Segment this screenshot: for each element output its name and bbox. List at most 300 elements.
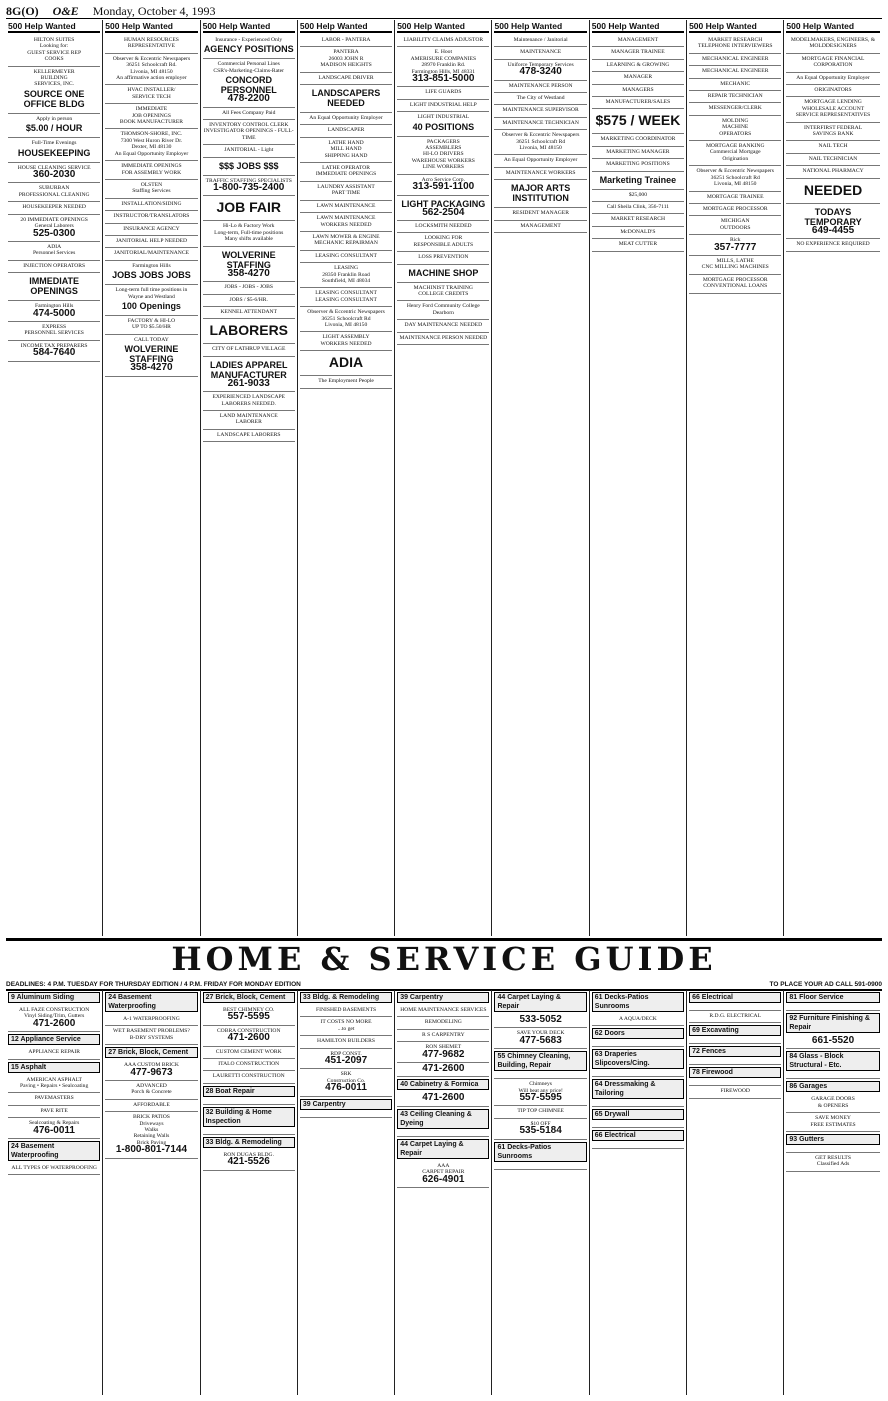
classified-ad bbox=[300, 332, 392, 351]
ad-line: KELLERMEYER bbox=[33, 68, 75, 75]
ad-line: CONVENTIONAL LOANS bbox=[703, 283, 768, 290]
classified-ad bbox=[105, 54, 197, 86]
service-ad bbox=[8, 1075, 100, 1094]
ad-headline: TODAYS TEMPORARY bbox=[804, 206, 862, 227]
ad-line: LAWN MOWER & ENGINE bbox=[312, 233, 380, 240]
service-line: GET RESULTS bbox=[815, 1155, 851, 1162]
ad-line: ADIA bbox=[47, 243, 62, 250]
classified-ad bbox=[689, 91, 781, 103]
ad-line: An Equal Opportunity Employer bbox=[114, 150, 189, 157]
service-phone: 535-5184 bbox=[519, 1125, 562, 1137]
service-line: HOME MAINTENANCE SERVICES bbox=[400, 1007, 487, 1013]
ad-line: MORTGAGE LENDING bbox=[804, 99, 862, 106]
ad-line: FACTORY & HI-LO bbox=[127, 317, 176, 324]
ad-line: Henry Ford Community College bbox=[406, 303, 480, 310]
classified-ad bbox=[203, 221, 295, 246]
ad-line: INSTALLATION/SIDING bbox=[121, 200, 182, 207]
classified-ad bbox=[397, 333, 489, 345]
classified-ad bbox=[300, 35, 392, 47]
ad-line: CSR's-Marketing-Claims-Rater bbox=[213, 67, 285, 74]
ad-phone: 358-4270 bbox=[130, 362, 173, 374]
classified-ad bbox=[105, 316, 197, 335]
ad-line: LAND MAINTENANCE bbox=[219, 412, 278, 419]
service-line: AFFORDABLE bbox=[133, 1101, 170, 1108]
classified-ad bbox=[105, 224, 197, 236]
classified-ad bbox=[105, 85, 197, 104]
service-ad bbox=[592, 1041, 684, 1047]
classified-ad bbox=[689, 54, 781, 66]
ad-line: SUBURBAN bbox=[38, 185, 70, 192]
classified-ad bbox=[203, 176, 295, 197]
classified-ad bbox=[105, 211, 197, 223]
column-header: 500 Help Wanted bbox=[786, 21, 879, 33]
ad-line: LEASING CONSULTANT bbox=[315, 252, 377, 259]
service-line: SAVE MONEY bbox=[815, 1115, 851, 1122]
ad-line: MECHANIC bbox=[720, 80, 751, 87]
service-line: RDP CONST. bbox=[330, 1050, 362, 1057]
service-ad bbox=[786, 1005, 879, 1011]
ad-line: MARKETING COORDINATOR bbox=[600, 136, 676, 143]
classified-ad bbox=[203, 344, 295, 356]
classified-ad bbox=[689, 103, 781, 115]
classified-ad bbox=[689, 35, 781, 54]
classified-ad bbox=[689, 216, 781, 235]
ad-line: An affirmative action employer bbox=[116, 75, 187, 82]
ad-line: LIGHT ASSEMBLY bbox=[322, 334, 370, 341]
ad-line: FOR ASSEMBLY WORK bbox=[121, 169, 182, 176]
ad-line: HOUSE CLEANING SERVICE bbox=[17, 164, 91, 171]
service-line: A-1 WATERPROOFING bbox=[123, 1016, 180, 1022]
ad-line: CALL TODAY bbox=[134, 336, 169, 343]
ad-line: An Equal Opportunity Employer bbox=[309, 115, 383, 122]
ad-line: EXPERIENCED LANDSCAPE bbox=[212, 394, 286, 401]
service-line: A AQUA/DECK bbox=[619, 1016, 657, 1022]
ad-line: Observer & Eccentric Newspapers bbox=[501, 132, 580, 139]
ad-line: LIABILITY CLAIMS ADJUSTOR bbox=[403, 37, 484, 43]
classified-ad bbox=[397, 175, 489, 196]
classified-ad bbox=[8, 341, 100, 362]
classified-ad bbox=[203, 145, 295, 157]
service-category: 44 Carpet Laying & Repair bbox=[397, 1139, 489, 1159]
service-ad bbox=[105, 1100, 197, 1112]
service-ad bbox=[397, 1017, 489, 1029]
ad-phone: 478-2200 bbox=[227, 93, 270, 105]
service-category: 15 Asphalt bbox=[8, 1062, 100, 1073]
classified-ad bbox=[300, 213, 392, 232]
ad-line: MESSENGER/CLERK bbox=[708, 105, 762, 112]
service-ad bbox=[203, 1059, 295, 1071]
ad-line: 36251 Schoolcraft Rd. bbox=[126, 62, 177, 69]
service-phone: 471-2600 bbox=[422, 1092, 465, 1104]
classified-ad bbox=[300, 232, 392, 251]
ad-line: OUTDOORS bbox=[719, 224, 751, 231]
ad-line: 20 IMMEDIATE OPENINGS bbox=[20, 216, 88, 223]
ad-line: PROFESSIONAL CLEANING bbox=[18, 191, 90, 198]
help-wanted-column bbox=[6, 20, 103, 936]
ad-line: General Laborers bbox=[34, 223, 74, 230]
service-category: 62 Doors bbox=[592, 1028, 684, 1039]
classified-ad bbox=[397, 283, 489, 302]
service-ad bbox=[8, 1106, 100, 1118]
classified-ad bbox=[300, 182, 392, 201]
classified-ad bbox=[8, 183, 100, 202]
classified-ad bbox=[786, 179, 879, 204]
classified-ad bbox=[494, 168, 586, 180]
ad-headline: Marketing Trainee bbox=[599, 174, 677, 185]
ad-phone: 474-5000 bbox=[33, 307, 76, 319]
service-line: Sealcoating & Repairs bbox=[28, 1120, 80, 1127]
classified-ad bbox=[592, 202, 684, 214]
ad-line: MECHANICAL ENGINEER bbox=[702, 68, 769, 75]
ad-line: Long-term full time positions in bbox=[115, 287, 188, 294]
ad-line: INVENTORY CONTROL CLERK bbox=[209, 122, 289, 129]
service-ad bbox=[105, 1014, 197, 1026]
ad-line: Livonia, MI 48150 bbox=[714, 181, 757, 188]
service-line: AAA CUSTOM BRICK bbox=[123, 1062, 179, 1069]
service-line: WET BASEMENT PROBLEMS? bbox=[113, 1028, 190, 1035]
classified-ad bbox=[105, 335, 197, 377]
classified-ad bbox=[105, 261, 197, 285]
service-phone: 557-5595 bbox=[227, 1011, 270, 1023]
service-ad bbox=[203, 1005, 295, 1026]
ad-line: MORTGAGE TRAINEE bbox=[706, 193, 764, 200]
service-phone: 421-5526 bbox=[227, 1156, 270, 1168]
ad-line: HI-LO DRIVERS bbox=[423, 151, 464, 158]
ad-line: Observer & Eccentric Newspapers bbox=[696, 168, 774, 175]
column-header: 500 Help Wanted bbox=[300, 21, 392, 33]
ad-line: INSURANCE AGENCY bbox=[123, 225, 180, 232]
service-phone: 626-4901 bbox=[422, 1173, 465, 1185]
classified-ad bbox=[203, 108, 295, 120]
service-line: Paving • Repairs • Sealcoating bbox=[20, 1083, 89, 1090]
service-ad bbox=[689, 1011, 781, 1023]
ad-headline: JOB FAIR bbox=[216, 199, 282, 216]
classified-ad bbox=[203, 59, 295, 107]
classified-ad bbox=[494, 208, 586, 220]
ad-line: MORTGAGE PROCESSOR bbox=[702, 205, 768, 212]
classified-ad bbox=[592, 72, 684, 84]
ad-line: IMMEDIATE bbox=[135, 106, 168, 113]
service-phone: 477-9673 bbox=[130, 1066, 173, 1078]
service-ad bbox=[300, 1069, 392, 1096]
ad-line: LOSS PREVENTION bbox=[418, 254, 469, 261]
help-wanted-column bbox=[590, 20, 687, 936]
publication-name: O&E bbox=[52, 3, 79, 18]
service-ad bbox=[300, 1017, 392, 1036]
ad-line: OPERATORS bbox=[719, 130, 752, 137]
classified-ad bbox=[105, 285, 197, 316]
ad-line: 28350 Franklin Road bbox=[322, 271, 370, 278]
service-ad bbox=[203, 1099, 295, 1105]
ad-line: HVAC INSTALLER/ bbox=[127, 87, 176, 94]
classified-ad bbox=[494, 35, 586, 47]
ad-line: Acro Service Corp. bbox=[421, 176, 465, 183]
ad-headline: MACHINE SHOP bbox=[408, 267, 479, 278]
classified-ad bbox=[592, 35, 684, 47]
ad-line: RESIDENT MANAGER bbox=[512, 210, 569, 217]
ad-line: Observer & Eccentric Newspapers bbox=[307, 309, 385, 316]
service-ad bbox=[689, 1038, 781, 1044]
classified-ad bbox=[300, 138, 392, 163]
column-header: 500 Help Wanted bbox=[397, 21, 489, 33]
ad-headline: SOURCE ONE OFFICE BLDG bbox=[23, 88, 85, 109]
ad-line: LABOR - PANTERA bbox=[321, 37, 371, 43]
classified-ad bbox=[8, 114, 100, 138]
classified-ad bbox=[105, 248, 197, 260]
service-ad bbox=[105, 1081, 197, 1100]
help-wanted-grid bbox=[6, 20, 882, 936]
ad-headline: NEEDED bbox=[803, 181, 863, 198]
ad-line: ASSEMBLERS bbox=[425, 145, 462, 152]
service-category: 43 Ceiling Cleaning & Dyeing bbox=[397, 1109, 489, 1129]
ad-line: MICHIGAN bbox=[720, 218, 750, 225]
ad-line: JOBS - JOBS - JOBS bbox=[224, 284, 273, 291]
ad-line: Livonia, MI 48150 bbox=[324, 321, 368, 328]
classified-ad bbox=[786, 123, 879, 142]
ad-line: The Employment People bbox=[318, 378, 374, 385]
service-category: 92 Furniture Finishing & Repair bbox=[786, 1013, 879, 1033]
service-ad bbox=[203, 1150, 295, 1171]
ad-phone: 360-2030 bbox=[33, 169, 76, 181]
service-ad bbox=[786, 1113, 879, 1132]
service-line: SAVE YOUR DECK bbox=[516, 1030, 565, 1037]
help-wanted-column bbox=[687, 20, 784, 936]
service-ad bbox=[300, 1049, 392, 1070]
classified-ad bbox=[8, 242, 100, 261]
classified-ad bbox=[592, 147, 684, 159]
help-wanted-column bbox=[492, 20, 589, 936]
ad-line: NAIL TECH bbox=[818, 143, 848, 150]
classified-ad bbox=[592, 97, 684, 109]
ad-line: CITY OF LATHRUP VILLAGE bbox=[212, 346, 286, 353]
ad-line: LANDSCAPE LABORERS bbox=[216, 431, 281, 438]
ad-line: Apply in person bbox=[36, 115, 73, 122]
ad-line: WHOLESALE ACCOUNT bbox=[801, 105, 865, 112]
service-ad bbox=[592, 1014, 684, 1026]
classified-ad bbox=[300, 351, 392, 376]
service-ad bbox=[8, 1118, 100, 1139]
service-ad bbox=[8, 1047, 100, 1059]
ad-line: THOMSON-SHORE, INC. bbox=[120, 131, 183, 138]
classified-ad bbox=[397, 320, 489, 332]
service-category: 33 Bldg. & Remodeling bbox=[203, 1137, 295, 1148]
ad-line: Insurance - Experienced Only bbox=[215, 37, 283, 43]
service-category: 9 Aluminum Siding bbox=[8, 992, 100, 1003]
ad-line: MORTGAGE PROCESSOR bbox=[702, 276, 768, 283]
classified-ad bbox=[397, 196, 489, 221]
ad-line: SHIPPING HAND bbox=[324, 152, 368, 159]
service-line: RON SHEMET bbox=[425, 1044, 462, 1051]
classified-ad bbox=[689, 79, 781, 91]
service-category: 61 Decks-Patios Sunrooms bbox=[494, 1142, 586, 1162]
ad-line: CNC MILLING MACHINES bbox=[701, 264, 769, 271]
ad-phone: 313-591-1100 bbox=[412, 181, 475, 193]
ad-line: COLLEGE CREDITS bbox=[418, 290, 469, 297]
service-phone: 471-2600 bbox=[33, 1017, 76, 1029]
classified-ad bbox=[689, 235, 781, 256]
service-ad bbox=[300, 1112, 392, 1118]
service-line: LAURETTI CONSTRUCTION bbox=[212, 1073, 285, 1080]
classified-ad bbox=[397, 87, 489, 99]
ad-line: Dearborn bbox=[432, 309, 454, 316]
ad-line: WORKERS NEEDED bbox=[320, 221, 372, 228]
ad-line: COOKS bbox=[44, 56, 64, 63]
ad-line: HUMAN RESOURCES bbox=[124, 37, 179, 43]
classified-ad bbox=[203, 295, 295, 307]
service-phone: 451-2097 bbox=[324, 1055, 368, 1067]
service-column bbox=[590, 990, 687, 1395]
classified-ad bbox=[397, 221, 489, 233]
ad-line: LAWN MAINTENANCE bbox=[316, 215, 376, 222]
ad-line: MEAT CUTTER bbox=[618, 241, 658, 248]
service-line: PAVE RITE bbox=[40, 1107, 68, 1114]
ad-line: 36251 Schoolcraft Rd bbox=[321, 315, 371, 322]
ad-headline: LABORERS bbox=[209, 322, 289, 339]
classified-ad bbox=[105, 104, 197, 129]
service-line: Brick Paving bbox=[136, 1139, 167, 1146]
service-category: 28 Boat Repair bbox=[203, 1086, 295, 1097]
ad-line: Farmington Hills bbox=[34, 303, 74, 310]
service-column bbox=[492, 990, 589, 1395]
service-ad bbox=[494, 1106, 586, 1118]
classified-ad bbox=[689, 256, 781, 275]
ad-line: MORTGAGE FINANCIAL CORPORATION bbox=[801, 55, 865, 69]
ad-line: JOB OPENINGS bbox=[131, 112, 171, 119]
ad-line: Origination bbox=[722, 155, 749, 162]
ad-line: Rick bbox=[729, 237, 741, 244]
service-ad bbox=[786, 1094, 879, 1113]
ad-line: JANITORIAL HELP NEEDED bbox=[115, 237, 188, 244]
ad-line: All Fees Company Paid bbox=[222, 109, 276, 116]
ad-line: MANAGER bbox=[623, 74, 653, 81]
service-ad bbox=[494, 1028, 586, 1049]
classified-ad bbox=[300, 376, 392, 388]
service-line: Vinyl Siding/Trim, Gutters bbox=[24, 1013, 85, 1020]
classified-ad bbox=[397, 35, 489, 47]
service-category: 66 Electrical bbox=[689, 992, 781, 1003]
ad-line: LEASING CONSULTANT bbox=[315, 290, 377, 297]
ad-headline: $575 / WEEK bbox=[595, 112, 681, 129]
classified-ad bbox=[8, 163, 100, 184]
ad-line: MANAGERS bbox=[622, 86, 654, 93]
ad-line: PERSONNEL SERVICES bbox=[24, 330, 84, 337]
service-line: RON DUGAS BLDG. bbox=[223, 1151, 274, 1158]
help-wanted-column bbox=[395, 20, 492, 936]
ad-line: OLSTEN bbox=[140, 181, 163, 188]
classified-ad bbox=[494, 221, 586, 233]
ad-line: LAUNDRY ASSISTANT bbox=[317, 183, 375, 190]
classified-ad bbox=[203, 282, 295, 294]
classified-ad bbox=[786, 54, 879, 73]
ad-headline: AGENCY POSITIONS bbox=[203, 44, 294, 55]
classified-ad bbox=[494, 93, 586, 105]
ad-line: SERVICE REPRESENTATIVES bbox=[795, 112, 871, 119]
service-category: 39 Carpentry bbox=[397, 992, 489, 1003]
service-column bbox=[687, 990, 784, 1395]
classified-ad bbox=[592, 60, 684, 72]
service-category: 78 Firewood bbox=[689, 1067, 781, 1078]
ad-line: BUILDING bbox=[40, 75, 68, 82]
service-ad bbox=[203, 1071, 295, 1083]
service-phone: 557-5595 bbox=[519, 1092, 562, 1104]
service-line: R S CARPENTRY bbox=[422, 1031, 465, 1038]
ad-line: MAINTENANCE PERSON bbox=[508, 82, 573, 89]
page-number: 8G(O) bbox=[6, 3, 39, 18]
ad-line: MARKET RESEARCH bbox=[610, 216, 665, 223]
service-category: 33 Bldg. & Remodeling bbox=[300, 992, 392, 1003]
classified-ad bbox=[786, 204, 879, 239]
service-category: 39 Carpentry bbox=[300, 1099, 392, 1110]
classified-ad bbox=[300, 163, 392, 182]
service-category: 93 Gutters bbox=[786, 1134, 879, 1145]
service-ad bbox=[786, 1073, 879, 1079]
ad-line: McDONALD'S bbox=[620, 228, 656, 235]
classified-ad bbox=[494, 47, 586, 59]
service-ad bbox=[397, 1092, 489, 1106]
service-line: Will beat any price! bbox=[518, 1087, 563, 1094]
classified-ad bbox=[786, 85, 879, 97]
ad-line: MECHANICAL ENGINEER bbox=[702, 55, 769, 62]
service-line: FIREWOOD bbox=[720, 1088, 750, 1095]
classified-ad bbox=[397, 47, 489, 87]
service-ad bbox=[203, 1026, 295, 1047]
classified-ad bbox=[397, 301, 489, 320]
place-ad-text: TO PLACE YOUR AD CALL 591-0900 bbox=[769, 981, 882, 988]
service-line: AAA bbox=[437, 1162, 450, 1169]
ad-line: LATHE OPERATOR bbox=[322, 165, 370, 172]
classified-ad bbox=[8, 215, 100, 242]
service-category: 64 Dressmaking & Tailoring bbox=[592, 1079, 684, 1099]
service-ad bbox=[494, 1014, 586, 1028]
service-line: COBRA CONSTRUCTION bbox=[216, 1027, 281, 1034]
classified-ad bbox=[494, 118, 586, 130]
service-ad bbox=[300, 1005, 392, 1017]
ad-line: KENNEL ATTENDANT bbox=[220, 308, 277, 315]
classified-ad bbox=[300, 73, 392, 85]
service-line: ALL TYPES OF WATERPROOFING bbox=[11, 1165, 97, 1172]
ad-line: WORKERS NEEDED bbox=[320, 340, 372, 347]
classified-ad bbox=[203, 196, 295, 221]
service-phone: 1-800-801-7144 bbox=[115, 1144, 188, 1156]
service-line: AMERICAN ASPHALT bbox=[26, 1076, 82, 1083]
classified-ad bbox=[203, 411, 295, 430]
ad-headline: JOBS JOBS JOBS bbox=[112, 270, 191, 281]
ad-line: MACHINIST TRAINING bbox=[413, 284, 473, 291]
service-column bbox=[201, 990, 298, 1395]
classified-ad bbox=[203, 357, 295, 392]
ad-line: LIFE GUARDS bbox=[425, 89, 462, 96]
service-line: $10 OFF bbox=[530, 1120, 551, 1127]
ad-headline: $5.00 / HOUR bbox=[25, 123, 83, 134]
classified-ad bbox=[592, 159, 684, 171]
help-wanted-column bbox=[201, 20, 298, 936]
service-phone: 477-5683 bbox=[519, 1034, 562, 1046]
service-category: 72 Fences bbox=[689, 1046, 781, 1057]
ad-headline: HOUSEKEEPING bbox=[17, 147, 91, 158]
classified-ad bbox=[397, 252, 489, 264]
ad-line: MARKET RESEARCH bbox=[708, 37, 763, 43]
classified-ad bbox=[689, 204, 781, 216]
ad-line: LINE WORKERS bbox=[422, 164, 465, 171]
service-category: 27 Brick, Block, Cement bbox=[105, 1047, 197, 1058]
classified-ad bbox=[592, 239, 684, 251]
classified-ad bbox=[494, 180, 586, 208]
classified-ad bbox=[105, 161, 197, 180]
classified-ad bbox=[300, 201, 392, 213]
ad-line: MAINTENANCE WORKERS bbox=[505, 169, 576, 176]
service-line: TIP TOP CHIMNEE bbox=[517, 1108, 564, 1115]
service-line: Classified Ads bbox=[816, 1161, 850, 1168]
